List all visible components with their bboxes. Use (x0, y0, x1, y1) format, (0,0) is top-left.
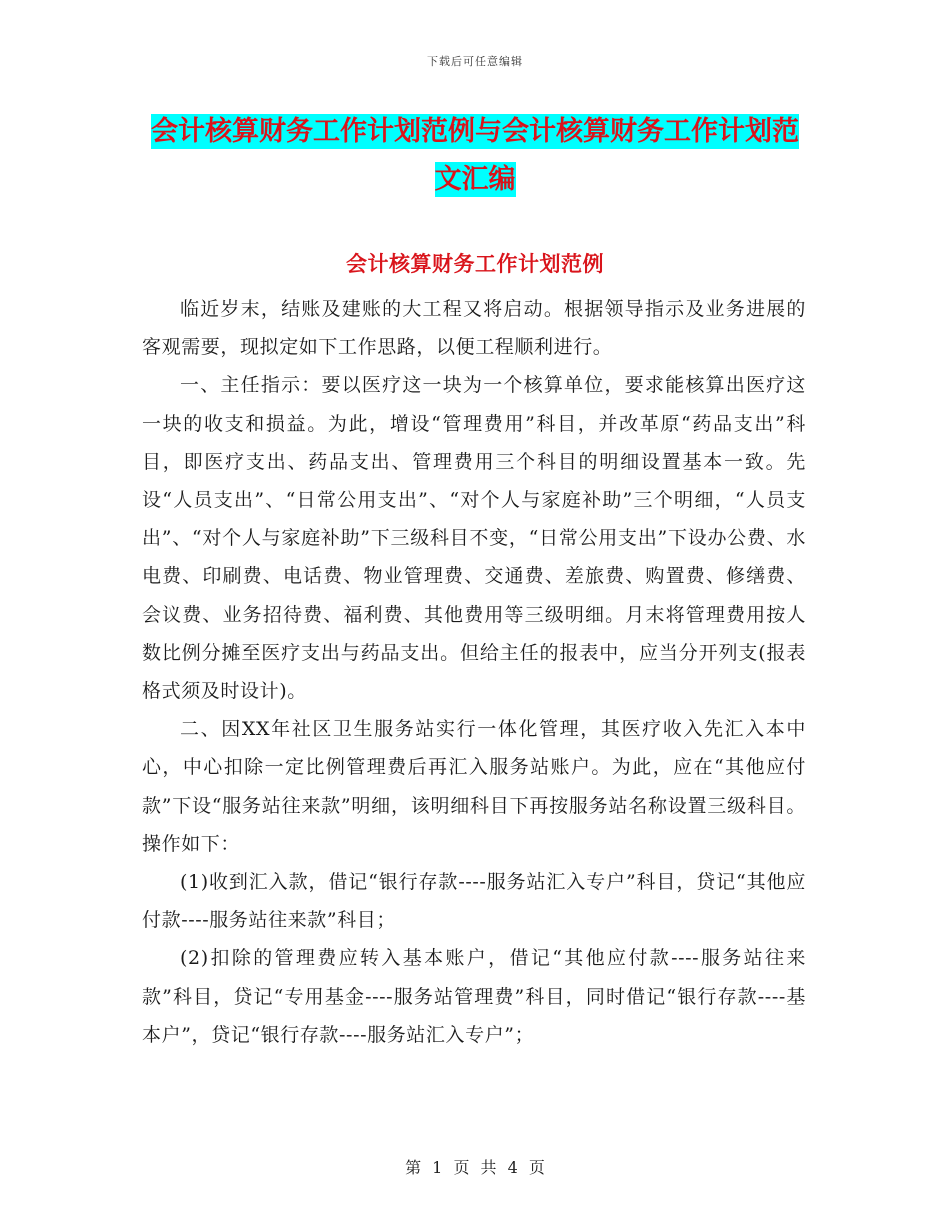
document-body (142, 290, 806, 1054)
page-header-note: 下载后可任意编辑 (427, 55, 523, 68)
document-title-text: 会计核算财务工作计划范例与会计核算财务工作计划范文汇编 (151, 116, 799, 195)
paragraph-point-two: 二、因XX年社区卫生服务站实行一体化管理，其医疗收入先汇入本中心，中心扣除一定比例管理费后再汇入服务站账户。为此，应在“其他应付款”下设“服务站往来款”明细，该明细科目下再按服务站名称设置三级科目。操作如下： (142, 718, 806, 855)
page-footer: 第 1 页 共 4 页 (405, 1158, 545, 1177)
section-title: 会计核算财务工作计划范例 (346, 252, 604, 276)
paragraph-step-two: (2)扣除的管理费应转入基本账户，借记“其他应付款----服务站往来款”科目，贷记“专用基金----服务站管理费”科目，同时借记“银行存款----基本户”，贷记“银行存款----服务站汇入专户”； (142, 947, 806, 1046)
document-title (140, 108, 810, 204)
paragraph-step-one: (1)收到汇入款，借记“银行存款----服务站汇入专户”科目，贷记“其他应付款----服务站往来款”科目； (142, 871, 806, 932)
paragraph-point-one: 一、主任指示：要以医疗这一块为一个核算单位，要求能核算出医疗这一块的收支和损益。为此，增设“管理费用”科目，并改革原“药品支出”科目，即医疗支出、药品支出、管理费用三个科目的明细设置基本一致。先设“人员支出”、“日常公用支出”、“对个人与家庭补助”三个明细，“人员支出”、“对个人与家庭补助”下三级科目不变，“日常公用支出”下设办公费、水电费、印刷费、电话费、物业管理费、交通费、差旅费、购置费、修缮费、会议费、业务招待费、福利费、其他费用等三级明细。月末将管理费用按人数比例分摊至医疗支出与药品支出。但给主任的报表中，应当分开列支(报表格式须及时设计)。 (142, 374, 806, 703)
paragraph-intro: 临近岁末，结账及建账的大工程又将启动。根据领导指示及业务进展的客观需要，现拟定如下工作思路，以便工程顺利进行。 (142, 298, 806, 359)
